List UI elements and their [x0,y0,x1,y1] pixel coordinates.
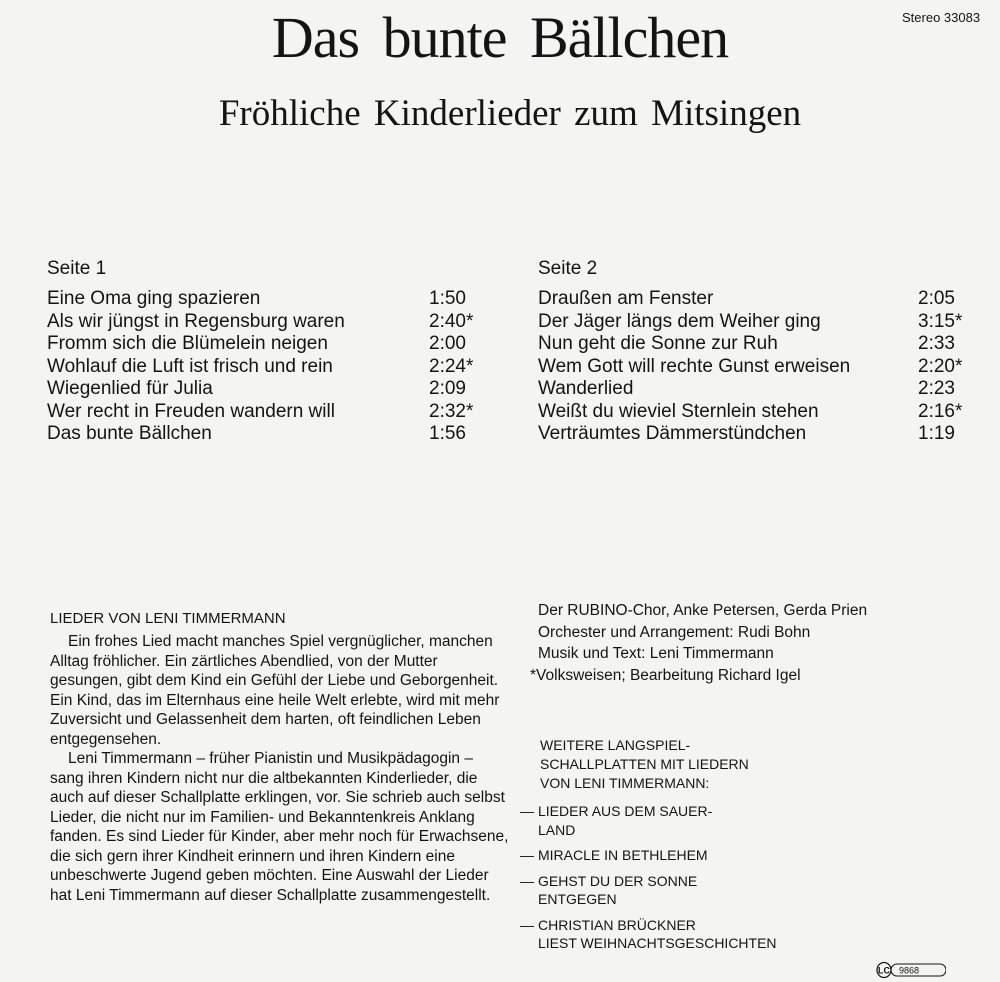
track-title: Fromm sich die Blümelein neigen [47,333,328,354]
track-row [538,401,978,424]
album-subtitle: Fröhliche Kinderlieder zum Mitsingen [218,93,802,134]
track-row [538,423,978,446]
track-row [47,311,487,334]
label-code-number: 9868 [898,965,920,976]
side-1-tracklist [47,288,487,446]
track-title: Verträumtes Dämmerstündchen [538,423,807,444]
track-row [538,311,978,334]
track-duration: 2:40* [429,310,474,332]
credits-music-text: Musik und Text: Leni Timmermann [538,645,774,662]
more-records-heading-line: VON LENI TIMMERMANN: [540,775,710,791]
label-code-logo [876,961,946,979]
track-duration: 2:05 [918,288,955,309]
track-row [47,423,487,446]
list-item-line: ENTGEGEN [538,891,617,907]
track-duration: 1:50 [429,288,466,309]
list-item [520,802,777,839]
track-title: Eine Oma ging spazieren [47,288,261,309]
track-title: Nun geht die Sonne zur Ruh [538,333,778,354]
list-item-line: LAND [538,821,576,838]
track-title: Wer recht in Freuden wandern will [47,400,335,422]
side-1-heading: Seite 1 [47,258,107,279]
list-item-line: GEHST DU DER SONNE [538,872,698,889]
liner-notes [50,632,510,905]
track-title: Draußen am Fenster [538,288,714,309]
track-title: Wohlauf die Luft ist frisch und rein [47,355,333,377]
more-records-heading-line: SCHALLPLATTEN MIT LIEDERN [540,756,749,772]
credits-folk-note: *Volksweisen; Bearbeitung Richard Igel [530,666,801,684]
track-duration: 1:56 [429,423,466,444]
track-row [538,333,978,356]
album-title: Das bunte Bällchen [271,5,729,70]
track-title: Als wir jüngst in Regensburg waren [47,310,345,332]
track-duration: 2:32* [429,400,474,422]
list-item [520,872,777,909]
more-records-list [520,802,777,960]
list-item-line: MIRACLE IN BETHLEHEM [538,847,708,863]
track-title: Das bunte Bällchen [47,423,212,444]
dash-marker: — [520,803,534,819]
dash-marker: — [520,916,534,933]
list-item-line: CHRISTIAN BRÜCKNER [538,916,696,933]
track-duration: 2:16* [918,400,963,422]
track-title: Wem Gott will rechte Gunst erweisen [538,355,851,377]
liner-notes-heading: LIEDER VON LENI TIMMERMANN [50,610,286,627]
list-item-line: LIEST WEIHNACHTSGESCHICHTEN [538,935,777,951]
list-item-line: LIEDER AUS DEM SAUER- [538,803,713,819]
track-row [538,288,978,311]
list-item [520,916,777,953]
track-row [47,401,487,424]
track-duration: 2:24* [429,355,474,377]
catalog-number: Stereo 33083 [902,10,981,25]
more-records-heading-line: WEITERE LANGSPIEL- [540,737,691,753]
track-duration: 2:09 [429,378,466,399]
dash-marker: — [520,847,534,863]
track-title: Weißt du wieviel Sternlein stehen [538,400,819,422]
track-duration: 2:23 [918,378,955,399]
more-records-heading [540,736,749,793]
liner-paragraph: Leni Timmermann – früher Pianistin und Musikpädagogin – sang ihren Kindern nicht nur die altbekannten Kinderlieder, die auch auf dieser Schallplatte erklingen, vor. Sie schrieb auch selbst Lieder, die nicht nur im Familien- und Bekanntenkreis Anklang fanden. Es sind Lieder für Kinder, aber mehr noch für Erwachsene, die sich gern ihrer Kindheit erinnern und ihren Kindern eine unbeschwerte Jugend geben möchten. Eine Auswahl der Lieder hat Leni Timmermann auf dieser Schallplatte zusammengestellt. [50,750,509,904]
credits-orchestra: Orchester und Arrangement: Rudi Bohn [538,623,811,641]
track-title: Der Jäger längs dem Weiher ging [538,310,821,332]
track-row [47,333,487,356]
credits-performers: Der RUBINO-Chor, Anke Petersen, Gerda Prien [538,602,868,619]
track-row [47,378,487,401]
track-row [538,378,978,401]
side-2-heading: Seite 2 [538,258,598,279]
track-duration: 2:33 [918,333,955,354]
liner-paragraph: Ein frohes Lied macht manches Spiel vergnüglicher, manchen Alltag fröhlicher. Ein zärtliches Abendlied, von der Mutter gesungen, gibt dem Kind ein Gefühl der Liebe und Geborgenheit. Ein Kind, das im Elternhaus eine heile Welt erlebte, wird mit mehr Zuversicht und Gelassenheit dem harten, oft feindlichen Leben entgegensehen. [50,633,500,748]
credits [530,600,868,686]
label-code-letters: LC [878,965,890,976]
track-title: Wiegenlied für Julia [47,378,213,399]
dash-marker: — [520,872,534,889]
track-duration: 1:19 [918,423,955,444]
track-duration: 2:20* [918,355,963,377]
side-2-tracklist [538,288,978,446]
track-row [538,356,978,379]
track-title: Wanderlied [538,378,634,399]
track-row [47,356,487,379]
track-duration: 2:00 [429,333,466,354]
track-row [47,288,487,311]
track-duration: 3:15* [918,310,963,332]
list-item [520,846,777,865]
